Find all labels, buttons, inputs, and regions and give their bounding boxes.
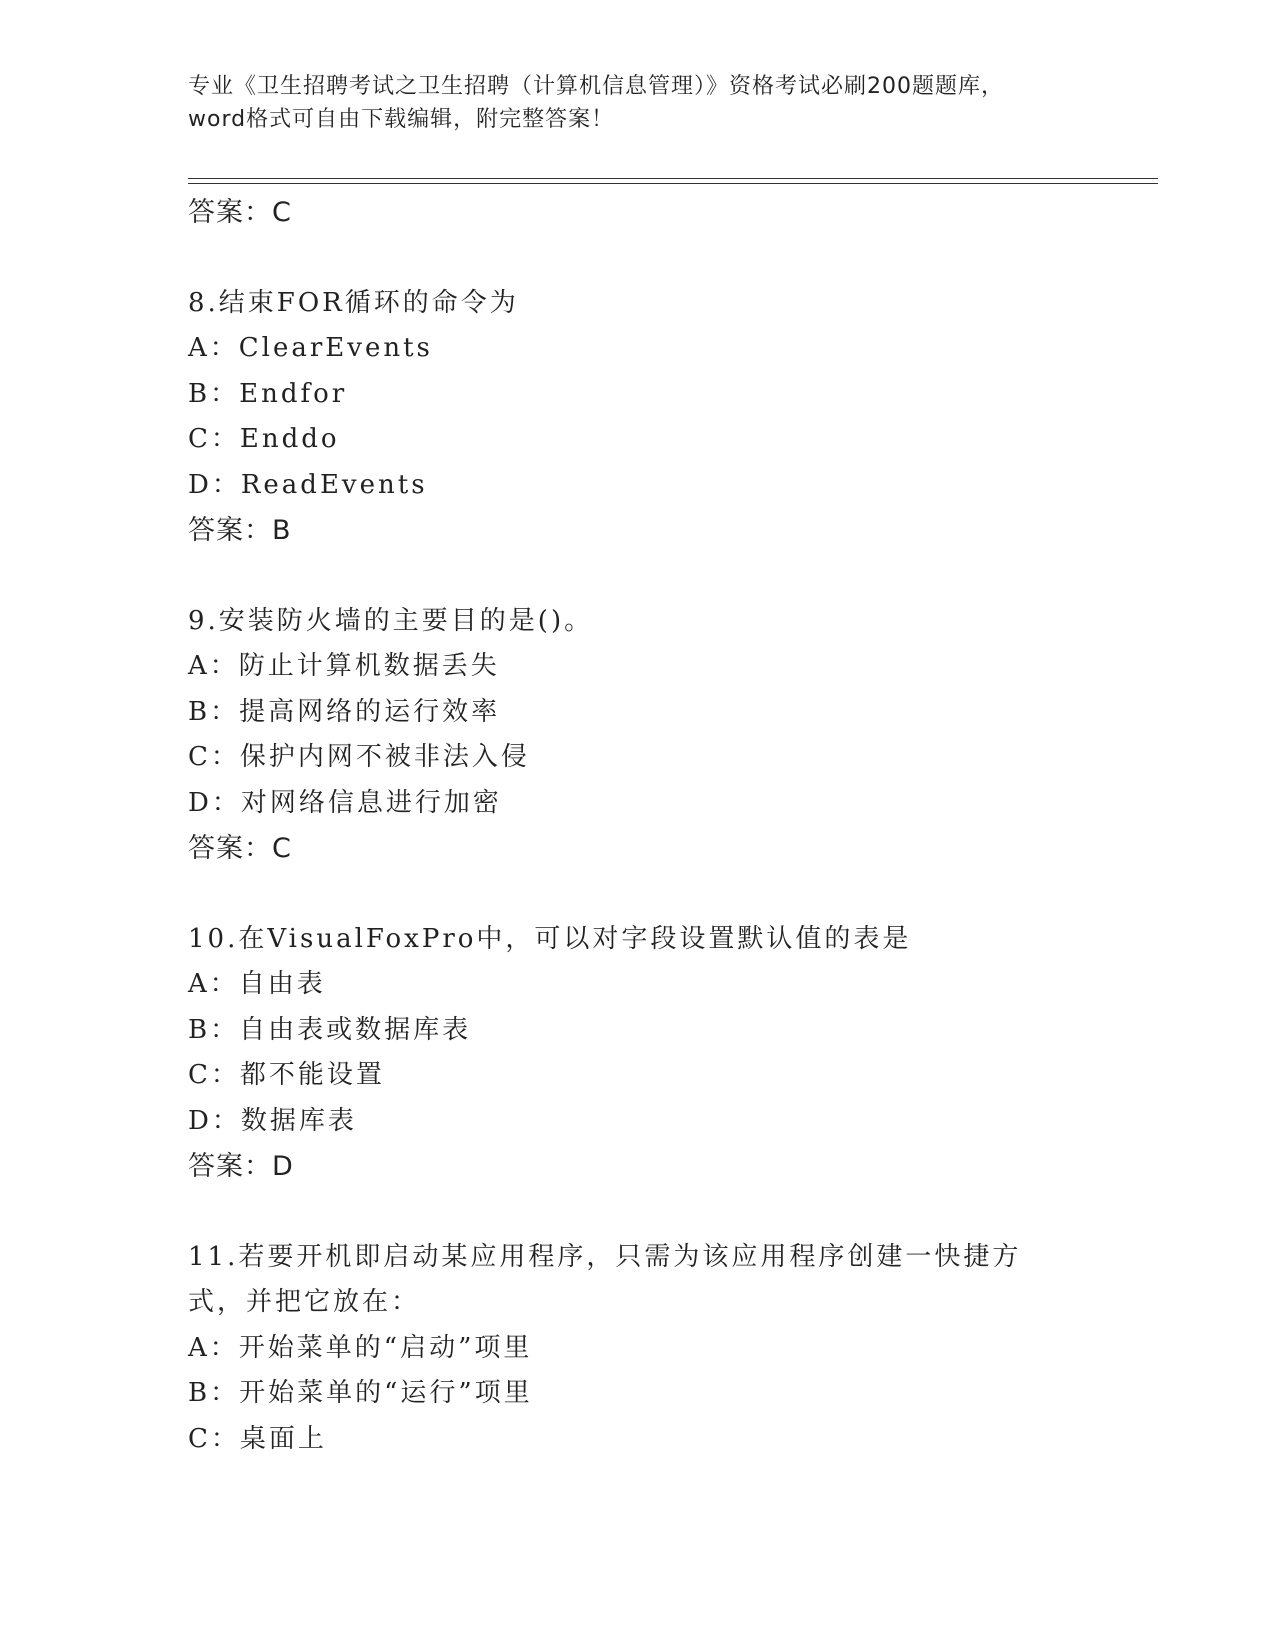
option-d: D：ReadEvents	[188, 469, 428, 500]
option-c: C：桌面上	[188, 1423, 327, 1454]
option-d: D：对网络信息进行加密	[188, 787, 502, 818]
option-b: B：自由表或数据库表	[188, 1014, 472, 1045]
question-stem: 10.在VisualFoxPro中，可以对字段设置默认值的表是	[188, 923, 912, 954]
option-c: C：Enddo	[188, 424, 340, 454]
question-stem: 9.安装防火墙的主要目的是()。	[188, 605, 594, 636]
document-header	[188, 70, 1088, 136]
question-9	[188, 599, 1168, 872]
answer-line: 答案：C	[188, 833, 292, 864]
question-10	[188, 917, 1168, 1190]
question-stem: 11.若要开机即启动某应用程序，只需为该应用程序创建一快捷方式，并把它放在：	[188, 1241, 1022, 1317]
answer-line: 答案：D	[188, 1151, 294, 1182]
option-a: A：自由表	[188, 969, 326, 999]
answer-line: 答案：C	[188, 197, 292, 228]
header-line-2: word格式可自由下载编辑，附完整答案！	[188, 107, 615, 132]
question-list	[188, 190, 1168, 1462]
option-a: A：防止计算机数据丢失	[188, 651, 500, 681]
option-a: A：开始菜单的“启动”项里	[188, 1332, 533, 1363]
question-stem: 8.结束FOR循环的命令为	[188, 287, 519, 318]
option-b: B：提高网络的运行效率	[188, 696, 501, 727]
option-b: B：Endfor	[188, 378, 348, 409]
header-line-1: 专业《卫生招聘考试之卫生招聘（计算机信息管理）》资格考试必刷200题题库，	[188, 74, 1004, 99]
option-b: B：开始菜单的“运行”项里	[188, 1378, 533, 1408]
option-c: C：都不能设置	[188, 1060, 385, 1090]
header-divider-bottom	[188, 183, 1158, 184]
question-8	[188, 281, 1168, 554]
header-divider-top	[188, 178, 1158, 179]
option-a: A：ClearEvents	[188, 333, 433, 363]
option-d: D：数据库表	[188, 1105, 357, 1136]
option-c: C：保护内网不被非法入侵	[188, 742, 530, 772]
answer-line: 答案：B	[188, 515, 292, 546]
question-11	[188, 1235, 1168, 1463]
